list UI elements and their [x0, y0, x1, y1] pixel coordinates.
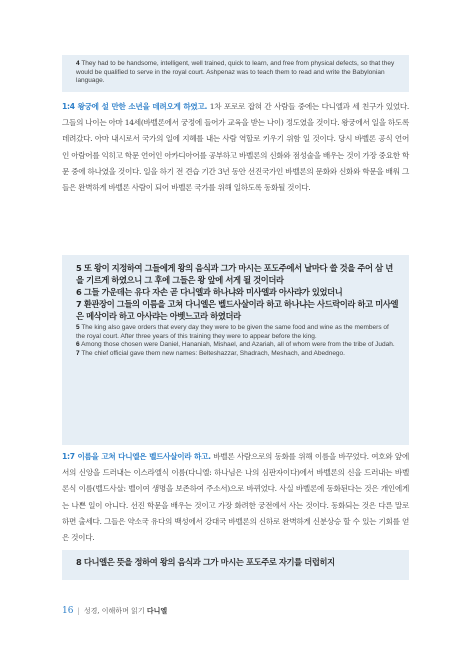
- page-number: 16: [62, 606, 74, 616]
- commentary-1-4: [62, 99, 409, 196]
- commentary-heading: 1:7 이름을 고쳐 다니엘은 벨드사살이라 하고.: [62, 452, 211, 461]
- verse-8-korean: 8 다니엘은 뜻을 정하여 왕의 음식과 그가 마시는 포도주로 자기를 더럽히지: [76, 557, 335, 567]
- verse-number: 7: [76, 349, 80, 357]
- page-footer: [62, 606, 167, 616]
- verse-5-korean: 5 또 왕이 지정하여 그들에게 왕의 음식과 그가 마시는 포도주에서 날마다 쓸 것을 주어 삼 년을 기르게 하였으니 그 후에 그들은 왕 앞에 서게 될 것이더라: [76, 263, 393, 285]
- verse-6-korean: 6 그들 가운데는 유다 자손 곧 다니엘과 하나냐와 미사엘과 아사랴가 있었더니: [76, 287, 343, 297]
- book-prefix: 성경, 이해하며 읽기: [83, 607, 145, 615]
- verse-6-english: [76, 341, 399, 350]
- commentary-heading: 1:4 왕궁에 설 만한 소년을 데려오게 하였고.: [62, 102, 208, 111]
- verse-text: They had to be handsome, intelligent, well trained, quick to learn, and free from physical defects, so that they would be qualified to serve in the royal court. Ashpenaz was to teach them to read and write the Babylonian language.: [76, 60, 395, 84]
- verse-text: The chief official gave them new names: Belteshazzar, Shadrach, Meshach, and Abednego.: [79, 349, 345, 357]
- verse-7-korean: 7 환관장이 그들의 이름을 고쳐 다니엘은 벨드사살이라 하고 하나냐는 사드락이라 하고 미사엘은 메삭이라 하고 아사랴는 아벳느고라 하였더라: [76, 299, 399, 321]
- commentary-body: 바벨론 사람으로의 동화를 위해 이름을 바꾸었다. 여호와 앞에서의 신앙을 드러내는 이스라엘식 이름(다니엘: 하나님은 나의 심판자이다)에서 바벨론의 신을 드러내는 바벨론식 이름(벨드사살: 벨이여 생명을 보존하여 주소서)으로 바뀌었다. 사실 바벨론에 동화된다는 것은 개인에게는 나쁜 일이 아니다. 선진 학문을 배우는 것이고 가장 화려한 궁전에서 사는 것이다. 동화되는 것은 다른 말로 하면 출세다. 그들은 약소국 유다의 백성에서 강대국 바벨론의 신하로 완벽하게 신분상승 할 수 있는 기회를 얻은 것이다.: [62, 452, 409, 543]
- verse-7-english: [76, 350, 399, 359]
- verse-box-1: [62, 55, 409, 92]
- book-title: 다니엘: [146, 606, 168, 615]
- verse-box-3: [62, 550, 409, 580]
- footer-separator: |: [77, 607, 80, 615]
- verse-number: 6: [76, 341, 80, 348]
- verse-5-english: [76, 324, 399, 341]
- verse-number: 4: [76, 60, 80, 67]
- commentary-body: 1차 포로로 잡혀 간 사람들 중에는 다니엘과 세 친구가 있었다. 그들의 나이는 아마 14세(바벨론에서 궁정에 들어가 교육을 받는 나이) 정도였을 것이다. 왕궁에서 일을 하도록 데려갔다. 아마 내시로서 국가의 일에 지혜를 내는 사람 역할로 키우기 위함 일 것이다. 당시 바벨론 공식 언어인 아람어를 익히고 학문 언어인 아카디아어를 공부하고 바벨론의 신화와 점성술을 배우는 것이 가장 중요한 학문 중에 하나였을 것이다. 일을 하기 전 견습 기간 3년 동안 선진국가인 바벨론의 문화와 신화와 학문을 배워 그들은 완벽하게 바벨론 사람이 되어 바벨론 국가를 위해 일하도록 동화될 것이다.: [62, 102, 410, 193]
- verse-number: 5: [76, 324, 80, 331]
- commentary-1-7: [62, 449, 409, 546]
- verse-text: Among those chosen were Daniel, Hananiah, Mishael, and Azariah, all of whom were from the tribe of Judah.: [79, 341, 395, 348]
- verse-text: The king also gave orders that every day they were to be given the same food and wine as the members of the royal court. After three years of this training they were to appear before the king.: [76, 324, 389, 340]
- verse-box-2: [62, 255, 409, 445]
- verse-4-english: [76, 60, 399, 86]
